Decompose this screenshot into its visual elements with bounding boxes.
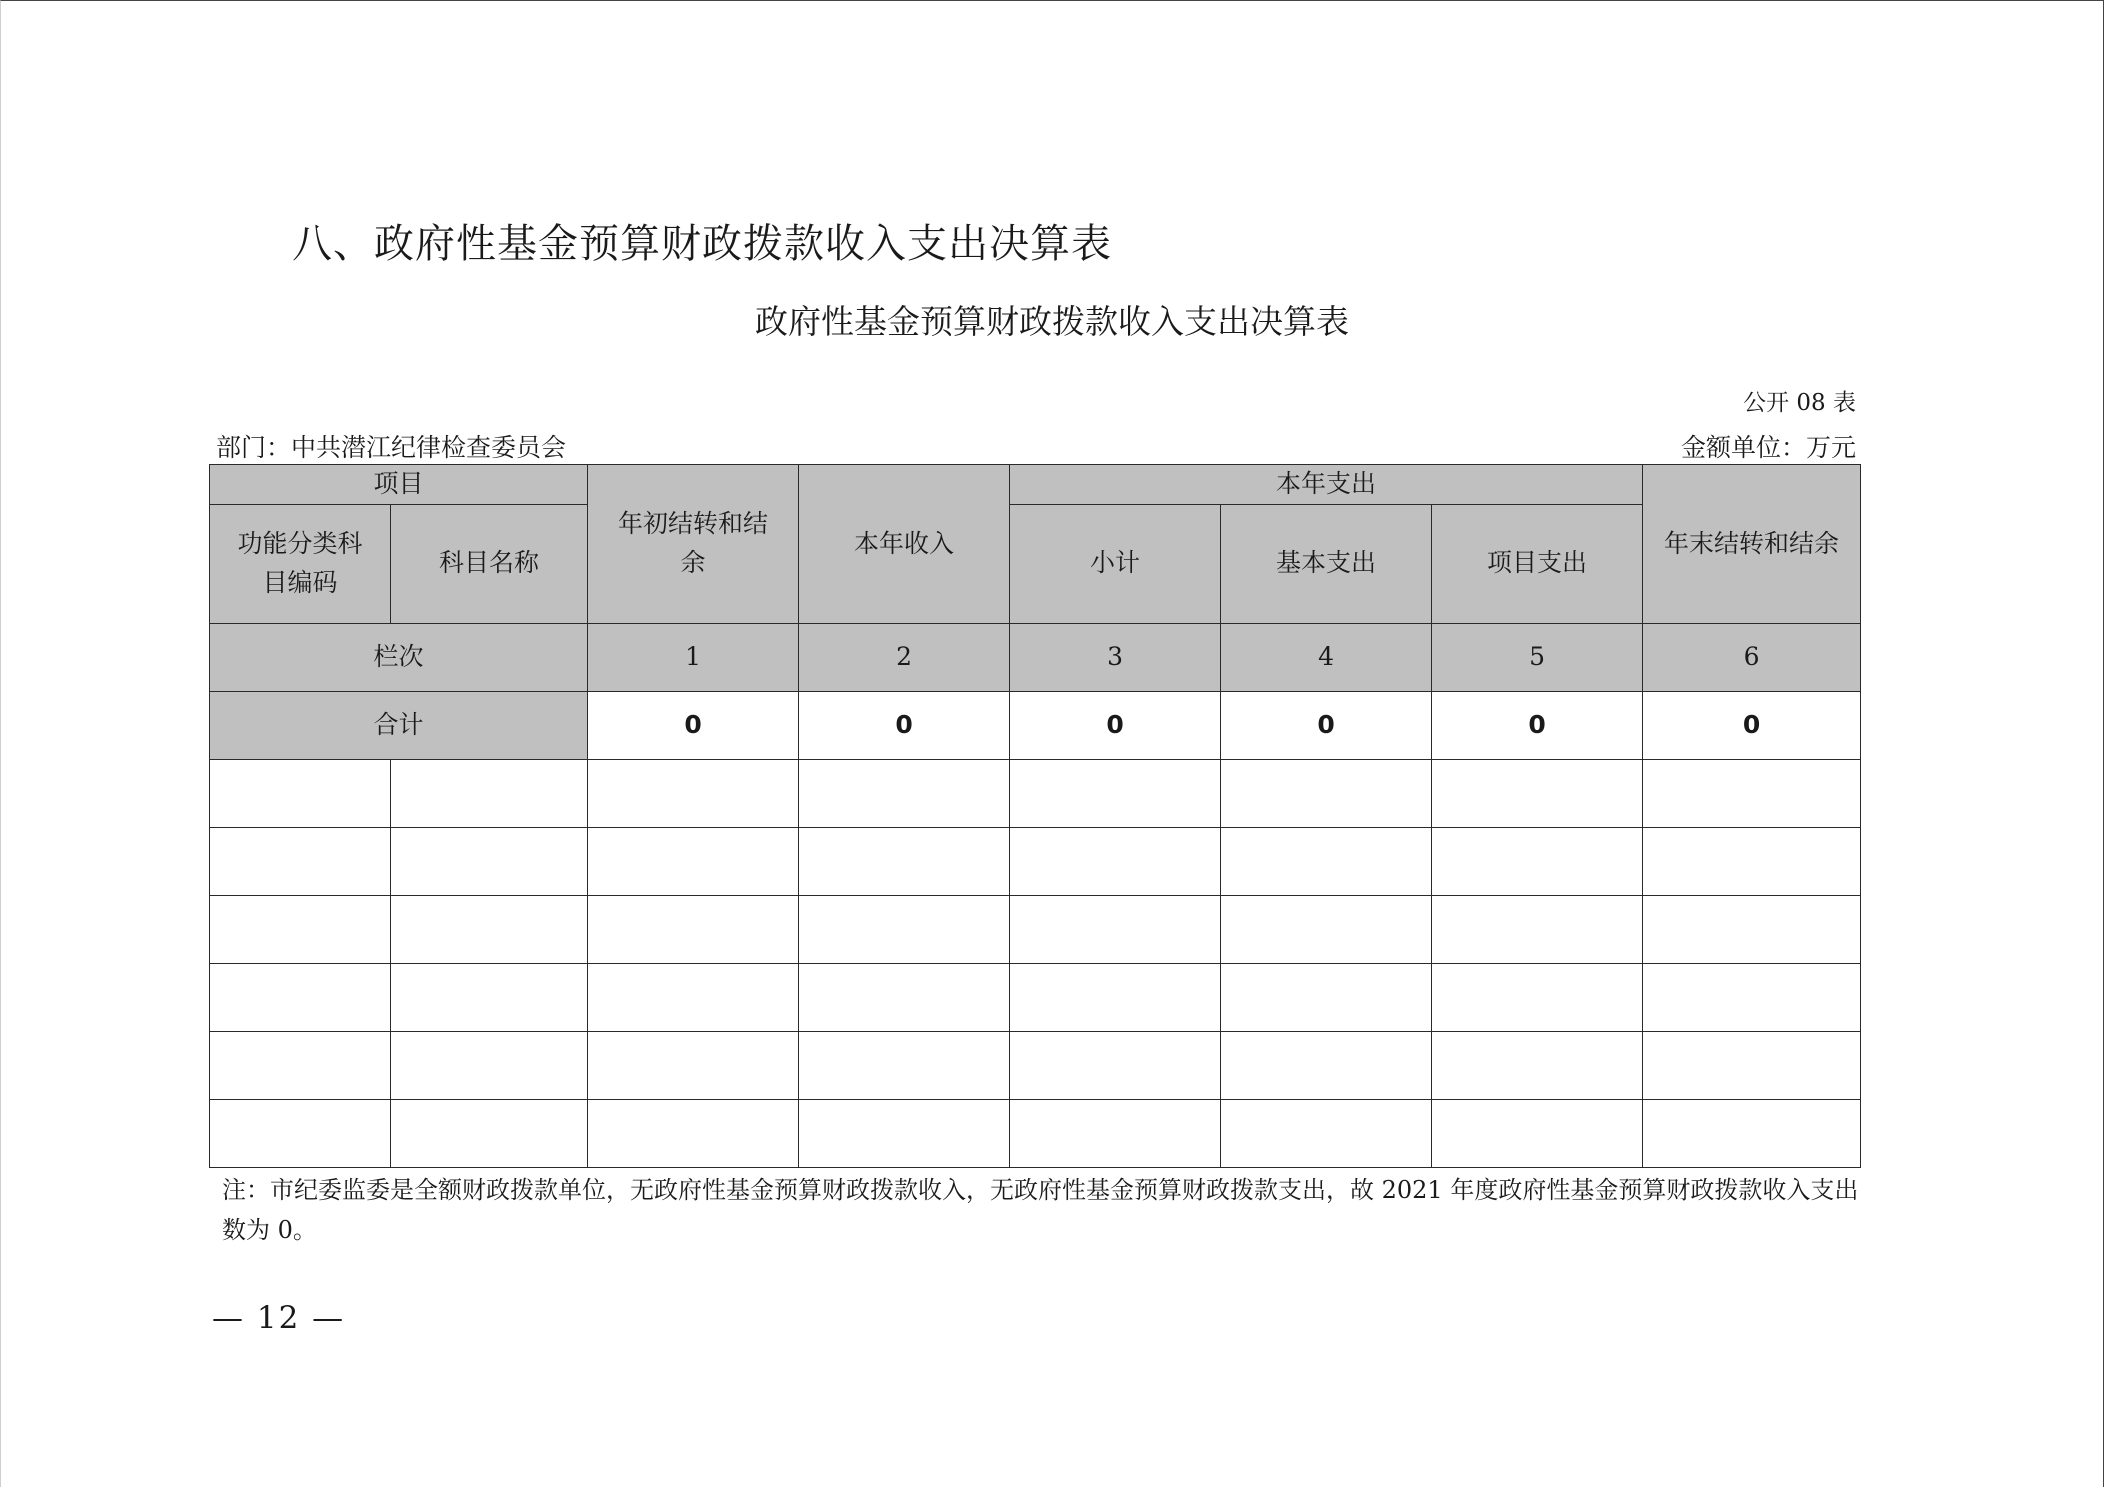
table-cell — [1221, 895, 1432, 963]
table-cell — [210, 1099, 391, 1167]
table-cell — [210, 827, 391, 895]
table-cell — [799, 1099, 1010, 1167]
column-number-5: 5 — [1432, 623, 1643, 691]
table-cell — [799, 895, 1010, 963]
table-title: 政府性基金预算财政拨款收入支出决算表 — [755, 302, 1349, 341]
table-cell — [391, 895, 588, 963]
table-cell — [391, 963, 588, 1031]
table-cell — [210, 895, 391, 963]
table-cell — [1010, 895, 1221, 963]
total-end-balance: 0 — [1643, 691, 1861, 759]
form-code: 公开 08 表 — [1743, 390, 1856, 416]
fund-budget-table — [209, 464, 1861, 1168]
table-cell — [1221, 963, 1432, 1031]
total-basic-expense: 0 — [1221, 691, 1432, 759]
table-cell — [1010, 827, 1221, 895]
table-cell — [1643, 827, 1861, 895]
table-cell — [799, 963, 1010, 1031]
table-cell — [1221, 1099, 1432, 1167]
table-cell — [799, 827, 1010, 895]
total-label: 合计 — [210, 691, 588, 759]
header-func-code: 功能分类科目编码 — [210, 504, 391, 623]
table-cell — [1432, 963, 1643, 1031]
table-cell — [391, 1099, 588, 1167]
table-cell — [588, 1031, 799, 1099]
section-title: 八、政府性基金预算财政拨款收入支出决算表 — [292, 221, 1112, 267]
header-current-income: 本年收入 — [799, 465, 1010, 624]
table-cell — [799, 759, 1010, 827]
table-cell — [1221, 827, 1432, 895]
header-end-balance: 年末结转和结余 — [1643, 465, 1861, 624]
table-cell — [1432, 759, 1643, 827]
table-cell — [1643, 963, 1861, 1031]
table-cell — [588, 895, 799, 963]
column-number-6: 6 — [1643, 623, 1861, 691]
table-cell — [799, 1031, 1010, 1099]
table-row — [210, 759, 1861, 827]
table-cell — [1432, 827, 1643, 895]
column-number-label: 栏次 — [210, 623, 588, 691]
table-row — [210, 895, 1861, 963]
table-cell — [588, 963, 799, 1031]
table-cell — [391, 759, 588, 827]
table-cell — [1221, 759, 1432, 827]
column-number-3: 3 — [1010, 623, 1221, 691]
header-subtotal: 小计 — [1010, 504, 1221, 623]
table-cell — [210, 1031, 391, 1099]
table-cell — [1010, 963, 1221, 1031]
header-current-expense: 本年支出 — [1010, 465, 1643, 505]
table-cell — [1432, 1099, 1643, 1167]
table-row — [210, 827, 1861, 895]
table-cell — [1432, 895, 1643, 963]
table-cell — [1010, 1031, 1221, 1099]
table-cell — [1643, 759, 1861, 827]
table-cell — [1010, 759, 1221, 827]
table-note: 注：市纪委监委是全额财政拨款单位，无政府性基金预算财政拨款收入，无政府性基金预算财政拨款支出，故 2021 年度政府性基金预算财政拨款收入支出数为 0。 — [222, 1176, 1859, 1244]
table-cell — [1643, 1031, 1861, 1099]
table-cell — [588, 759, 799, 827]
table-cell — [1432, 1031, 1643, 1099]
table-row — [210, 1031, 1861, 1099]
total-project-expense: 0 — [1432, 691, 1643, 759]
unit-label: 金额单位：万元 — [1680, 433, 1856, 462]
column-number-1: 1 — [588, 623, 799, 691]
header-item: 项目 — [210, 465, 588, 505]
total-begin-balance: 0 — [588, 691, 799, 759]
header-subject-name: 科目名称 — [391, 504, 588, 623]
column-number-2: 2 — [799, 623, 1010, 691]
department-label: 部门：中共潜江纪律检查委员会 — [216, 433, 567, 462]
table-row — [210, 1099, 1861, 1167]
header-basic-expense: 基本支出 — [1221, 504, 1432, 623]
table-cell — [391, 827, 588, 895]
total-current-income: 0 — [799, 691, 1010, 759]
page-number: — 12 — — [212, 1300, 346, 1336]
header-project-expense: 项目支出 — [1432, 504, 1643, 623]
total-subtotal: 0 — [1010, 691, 1221, 759]
table-cell — [588, 1099, 799, 1167]
table-cell — [1221, 1031, 1432, 1099]
table-row — [210, 963, 1861, 1031]
header-begin-balance: 年初结转和结余 — [588, 465, 799, 624]
table-cell — [210, 963, 391, 1031]
total-row — [210, 691, 1861, 759]
table-cell — [210, 759, 391, 827]
table-cell — [1643, 1099, 1861, 1167]
table-cell — [1643, 895, 1861, 963]
column-number-4: 4 — [1221, 623, 1432, 691]
table-cell — [588, 827, 799, 895]
table-cell — [1010, 1099, 1221, 1167]
table-cell — [391, 1031, 588, 1099]
